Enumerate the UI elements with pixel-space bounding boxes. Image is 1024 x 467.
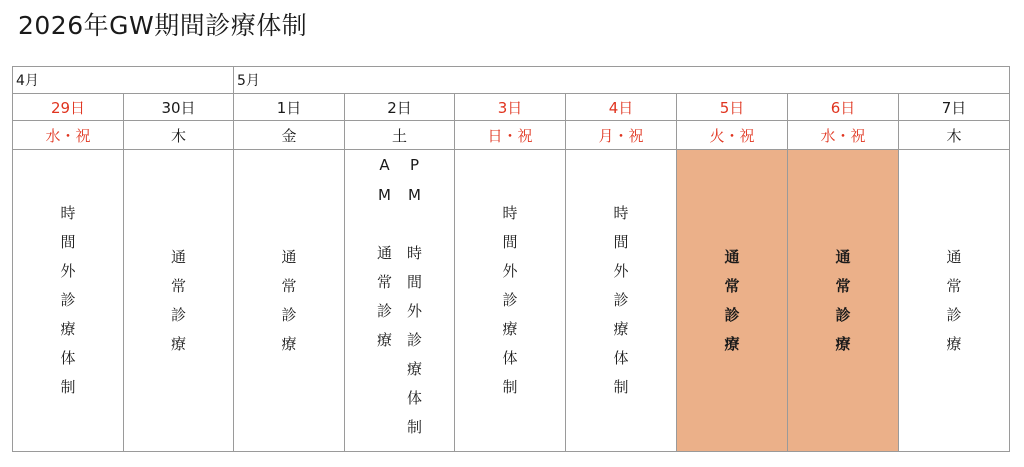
weekday-cell: 金 xyxy=(234,121,345,150)
month-april: 4月 xyxy=(13,67,234,94)
weekday-cell: 日・祝 xyxy=(455,121,566,150)
date-cell: 1日 xyxy=(234,94,345,121)
schedule-table xyxy=(12,66,1010,452)
date-cell: 6日 xyxy=(788,94,899,121)
schedule-cell: 時 間 外 診 療 体 制 xyxy=(455,150,566,452)
schedule-cell: 通 常 診 療 xyxy=(234,150,345,452)
schedule-cell: 時 間 外 診 療 体 制 xyxy=(13,150,124,452)
schedule-cell: 通 常 診 療 xyxy=(899,150,1010,452)
date-cell: 4日 xyxy=(566,94,677,121)
schedule-cell xyxy=(345,150,455,452)
schedule-cell: 時 間 外 診 療 体 制 xyxy=(566,150,677,452)
am-schedule: A M 通 常 診 療 xyxy=(377,156,393,349)
schedule-cell: 通 常 診 療 xyxy=(677,150,788,452)
date-row xyxy=(13,94,1010,121)
date-cell: 29日 xyxy=(13,94,124,121)
date-cell: 2日 xyxy=(345,94,455,121)
weekday-cell: 土 xyxy=(345,121,455,150)
page-title: 2026年GW期間診療体制 xyxy=(18,11,308,40)
date-cell: 7日 xyxy=(899,94,1010,121)
weekday-cell: 水・祝 xyxy=(788,121,899,150)
schedule-cell: 通 常 診 療 xyxy=(788,150,899,452)
weekday-cell: 木 xyxy=(124,121,234,150)
date-cell: 30日 xyxy=(124,94,234,121)
month-may: 5月 xyxy=(234,67,1010,94)
pm-schedule: P M 時 間 外 診 療 体 制 xyxy=(407,156,423,436)
weekday-cell: 木 xyxy=(899,121,1010,150)
schedule-cell: 通 常 診 療 xyxy=(124,150,234,452)
day-of-week-row xyxy=(13,121,1010,150)
weekday-cell: 火・祝 xyxy=(677,121,788,150)
schedule-row xyxy=(13,150,1010,452)
date-cell: 3日 xyxy=(455,94,566,121)
weekday-cell: 月・祝 xyxy=(566,121,677,150)
weekday-cell: 水・祝 xyxy=(13,121,124,150)
month-row xyxy=(13,67,1010,94)
date-cell: 5日 xyxy=(677,94,788,121)
